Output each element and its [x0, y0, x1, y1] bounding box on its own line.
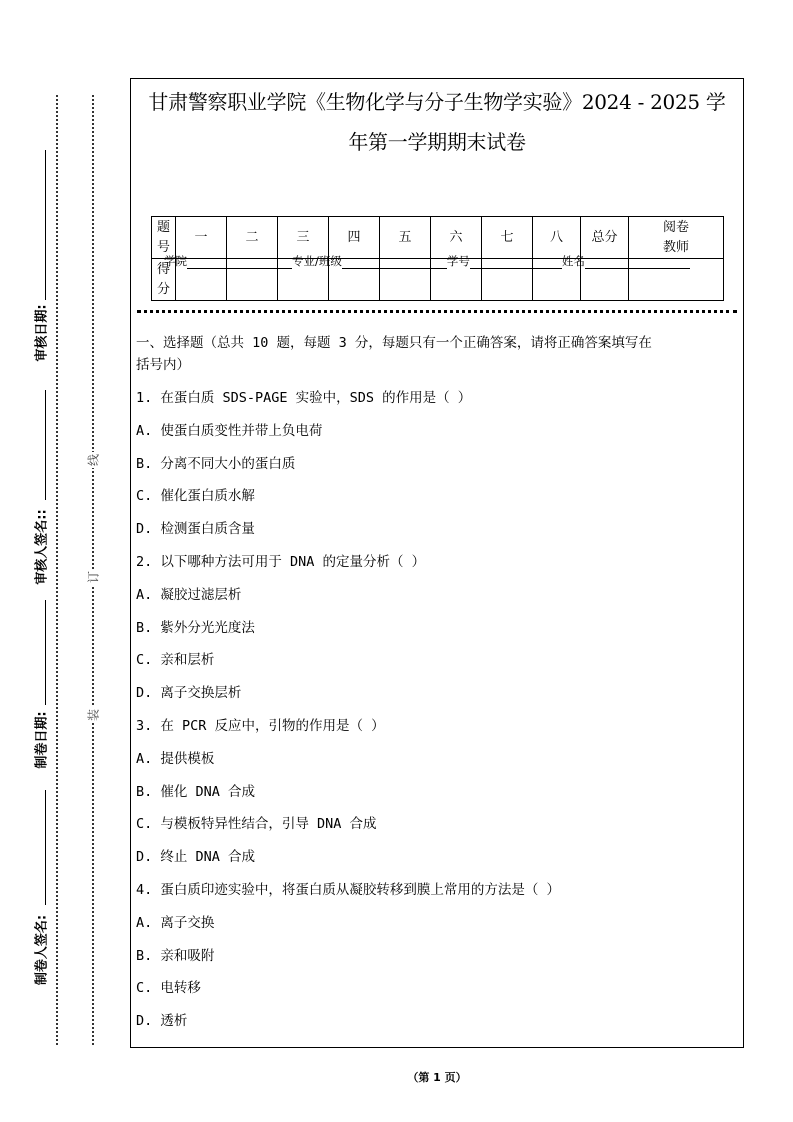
review-date-label: 审核日期: — [34, 304, 50, 362]
col-header: 一 — [176, 217, 227, 259]
score-label: 得 — [156, 261, 170, 277]
answer-option: B. 分离不同大小的蛋白质 — [136, 455, 296, 472]
answer-option: A. 离子交换 — [136, 914, 215, 931]
header-cell: 题 — [156, 219, 170, 235]
answer-option: C. 亲和层析 — [136, 652, 215, 669]
answer-option: D. 透析 — [136, 1013, 188, 1030]
reviewer-signature-label: 审核人签名:: — [34, 509, 50, 585]
answer-option: C. 电转移 — [136, 980, 201, 997]
header-cell: 号 — [156, 239, 170, 255]
score-table-score-row — [152, 259, 724, 301]
signature-underline — [45, 390, 46, 500]
answer-option: B. 紫外分光光度法 — [136, 619, 255, 636]
section-heading: 一、选择题（总共 10 题，每题 3 分，每题只有一个正确答案，请将正确答案填写在 — [136, 335, 652, 351]
answer-option: B. 催化 DNA 合成 — [136, 783, 256, 800]
score-cell[interactable] — [278, 259, 329, 301]
col-header: 三 — [278, 217, 329, 259]
binding-mark-line: 线 — [86, 453, 101, 467]
score-cell[interactable] — [482, 259, 533, 301]
score-cell[interactable] — [533, 259, 581, 301]
col-header: 总分 — [581, 217, 629, 259]
col-header: 二 — [227, 217, 278, 259]
compiler-signature-label: 制卷人签名: — [34, 914, 50, 986]
reviewer-header: 阅卷 — [662, 219, 689, 235]
student-id-label: 学号 — [446, 254, 470, 268]
answer-option: A. 凝胶过滤层析 — [136, 586, 242, 603]
answer-option: D. 离子交换层析 — [136, 685, 242, 702]
name-label: 姓名 — [561, 254, 585, 268]
answer-option: D. 终止 DNA 合成 — [136, 849, 256, 866]
answer-option: C. 催化蛋白质水解 — [136, 488, 255, 505]
score-label: 分 — [156, 281, 170, 297]
signature-dotted-line — [56, 95, 58, 1045]
dotted-separator — [137, 310, 737, 313]
exam-title-line2: 年第一学期期末试卷 — [348, 130, 526, 154]
question-stem: 3. 在 PCR 反应中，引物的作用是（ ） — [136, 718, 385, 734]
score-cell[interactable] — [581, 259, 629, 301]
college-label: 学院 — [164, 254, 187, 268]
score-cell[interactable] — [431, 259, 482, 301]
col-header: 六 — [431, 217, 482, 259]
answer-option: B. 亲和吸附 — [136, 947, 215, 964]
exam-frame — [130, 78, 744, 1048]
page-number: （第 1 页） — [407, 1071, 467, 1084]
score-cell[interactable] — [227, 259, 278, 301]
section-heading-cont: 括号内） — [136, 357, 190, 373]
col-header: 五 — [380, 217, 431, 259]
answer-option: A. 提供模板 — [136, 750, 215, 767]
score-cell[interactable] — [380, 259, 431, 301]
compile-date-label: 制卷日期: — [34, 711, 50, 769]
answer-option: A. 使蛋白质变性并带上负电荷 — [136, 422, 323, 439]
signature-underline — [45, 600, 46, 705]
col-header: 七 — [482, 217, 533, 259]
col-header: 八 — [533, 217, 581, 259]
score-table-header-row — [152, 217, 724, 259]
question-stem: 4. 蛋白质印迹实验中，将蛋白质从凝胶转移到膜上常用的方法是（ ） — [136, 882, 561, 898]
question-stem: 2. 以下哪种方法可用于 DNA 的定量分析（ ） — [136, 554, 426, 570]
score-cell[interactable] — [176, 259, 227, 301]
exam-title-line1: 甘肃警察职业学院《生物化学与分子生物学实验》2024 - 2025 学 — [148, 90, 726, 114]
major-class-label: 专业/班级 — [292, 254, 342, 268]
question-stem: 1. 在蛋白质 SDS-PAGE 实验中，SDS 的作用是（ ） — [136, 390, 472, 406]
signature-underline — [45, 150, 46, 300]
col-header: 四 — [329, 217, 380, 259]
answer-option: C. 与模板特异性结合，引导 DNA 合成 — [136, 816, 377, 833]
score-cell[interactable] — [329, 259, 380, 301]
binding-mark-bind: 装 — [86, 708, 101, 722]
signature-underline — [45, 790, 46, 905]
score-cell[interactable] — [629, 259, 724, 301]
reviewer-header: 教师 — [662, 239, 689, 255]
score-table — [151, 216, 724, 301]
binding-mark-staple: 订 — [86, 570, 101, 584]
answer-option: D. 检测蛋白质含量 — [136, 521, 255, 538]
